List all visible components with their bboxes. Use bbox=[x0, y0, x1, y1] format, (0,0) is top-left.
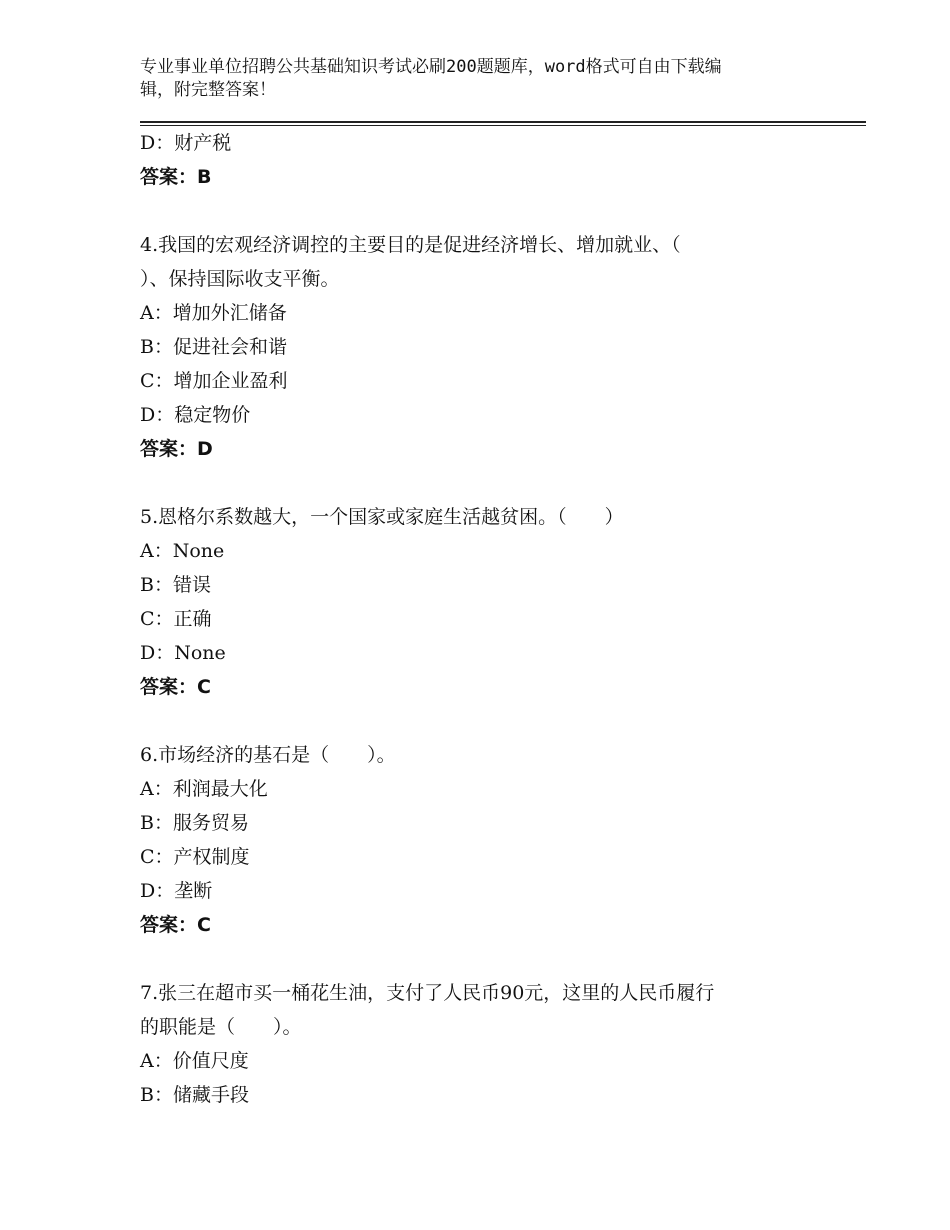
option-a: A：价值尺度 bbox=[140, 1050, 249, 1072]
question-7 bbox=[140, 976, 840, 1112]
question-6 bbox=[140, 738, 840, 942]
question-5 bbox=[140, 500, 840, 704]
option-c: C：正确 bbox=[140, 608, 212, 630]
option-d: D：财产税 bbox=[140, 132, 232, 154]
option-d: D：None bbox=[140, 642, 226, 664]
previous-question-tail bbox=[140, 126, 840, 194]
question-4 bbox=[140, 228, 840, 466]
option-b: B：促进社会和谐 bbox=[140, 336, 287, 358]
question-stem: 5.恩格尔系数越大，一个国家或家庭生活越贫困。（ ） bbox=[140, 506, 624, 528]
option-d: D：垄断 bbox=[140, 880, 213, 902]
header-line-1: 专业事业单位招聘公共基础知识考试必刷200题题库，word格式可自由下载编 bbox=[140, 57, 722, 77]
option-a: A：None bbox=[140, 540, 225, 562]
question-stem: 6.市场经济的基石是（ ）。 bbox=[140, 744, 396, 766]
question-stem: 7.张三在超市买一桶花生油，支付了人民币90元，这里的人民币履行 bbox=[140, 982, 715, 1004]
option-a: A：利润最大化 bbox=[140, 778, 268, 800]
header-line-2: 辑，附完整答案！ bbox=[140, 80, 276, 100]
option-a: A：增加外汇储备 bbox=[140, 302, 287, 324]
question-content bbox=[140, 126, 840, 1112]
option-b: B：服务贸易 bbox=[140, 812, 249, 834]
option-c: C：增加企业盈利 bbox=[140, 370, 288, 392]
header-rule-thick bbox=[140, 121, 866, 123]
question-stem: 4.我国的宏观经济调控的主要目的是促进经济增长、增加就业、（ bbox=[140, 234, 681, 256]
question-stem: 的职能是（ ）。 bbox=[140, 1016, 302, 1038]
answer: 答案：C bbox=[140, 914, 211, 936]
option-b: B：错误 bbox=[140, 574, 211, 596]
answer: 答案：D bbox=[140, 438, 213, 460]
option-d: D：稳定物价 bbox=[140, 404, 251, 426]
option-b: B：储藏手段 bbox=[140, 1084, 249, 1106]
option-c: C：产权制度 bbox=[140, 846, 250, 868]
question-stem: ）、保持国际收支平衡。 bbox=[140, 268, 340, 290]
page-header bbox=[140, 56, 800, 102]
answer: 答案：C bbox=[140, 676, 211, 698]
answer: 答案：B bbox=[140, 166, 212, 188]
